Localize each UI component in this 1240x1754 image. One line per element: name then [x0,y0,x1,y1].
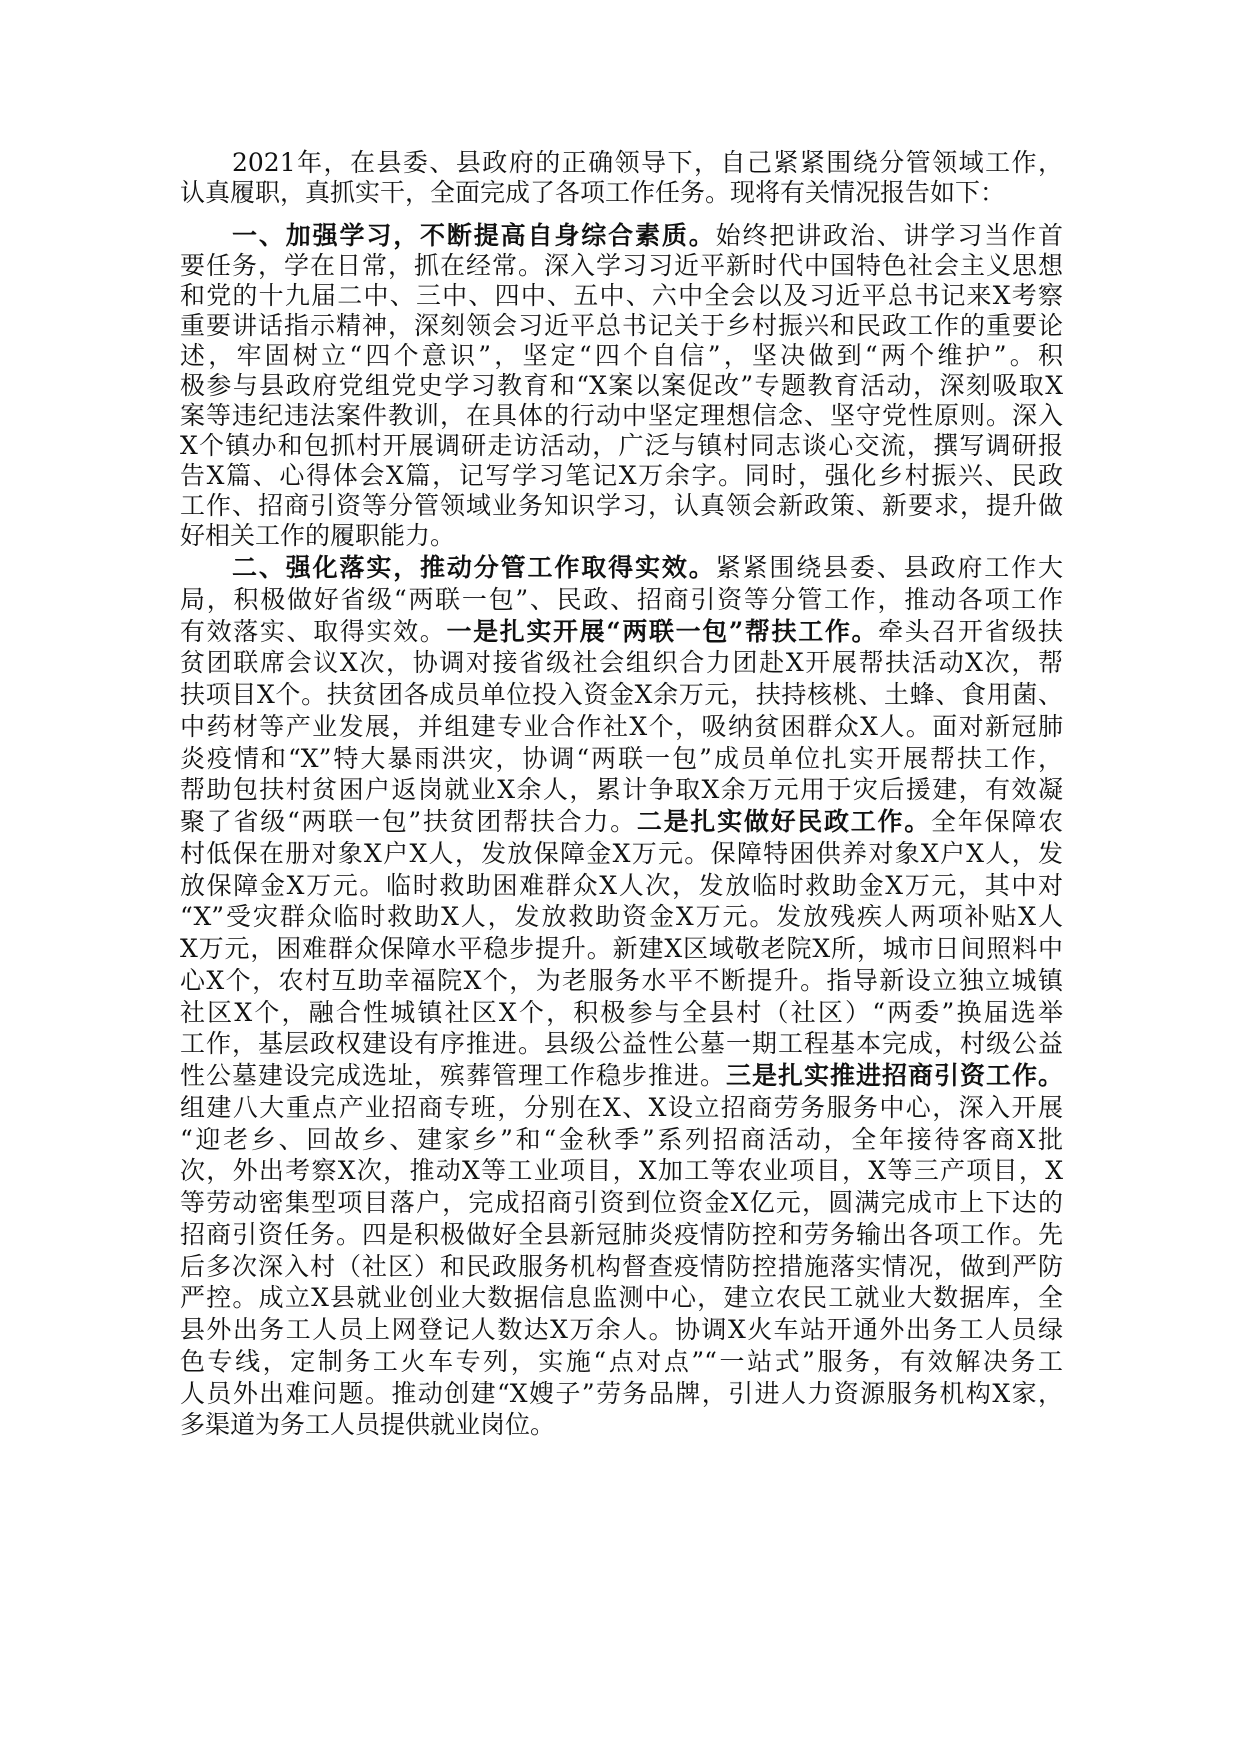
body-text: 严控。成立X县就业创业大数据信息监测中心，建立农民工就业大数据库，全 [180,1283,1063,1313]
body-text: “X”受灾群众临时救助X人，发放救助资金X万元。发放残疾人两项补贴X人 [180,902,1063,932]
bold-heading-text: 二、强化落实，推动分管工作取得实效。 [232,553,716,582]
body-text: 告X篇、心得体会X篇，记写学习笔记X万余字。同时，强化乡村振兴、民政 [180,461,1063,490]
body-text: 招商引资任务。四是积极做好全县新冠肺炎疫情防控和劳务输出各项工作。先 [180,1219,1063,1249]
text-line [180,1314,1063,1346]
body-text: 述，牢固树立“四个意识”，坚定“四个自信”，坚决做到“两个维护”。积 [180,341,1063,370]
body-text: 性公墓建设完成选址，殡葬管理工作稳步推进。 [180,1061,726,1090]
body-text: 扶项目X个。扶贫团各成员单位投入资金X余万元，扶持核桃、土蜂、食用菌、 [180,680,1063,709]
paragraph [180,221,1063,551]
text-line [180,1124,1063,1156]
body-text: 放保障金X万元。临时救助困难群众X人次，发放临时救助金X万元，其中对 [180,870,1063,900]
text-line [180,679,1063,711]
text-line [180,311,1063,341]
body-text: 等劳动密集型项目落户，完成招商引资到位资金X亿元，圆满完成市上下达的 [180,1188,1063,1217]
body-text: 组建八大重点产业招商专班，分别在X、X设立招商劳务服务中心，深入开展 [180,1092,1063,1122]
body-text: 次，外出考察X次，推动X等工业项目，X加工等农业项目，X等三产项目，X [180,1156,1063,1186]
body-text: X个镇办和包抓村开展调研走访活动，广泛与镇村同志谈心交流，撰写调研报 [180,431,1063,460]
text-line [180,1155,1063,1187]
body-text: 局，积极做好省级“两联一包”、民政、招商引资等分管工作，推动各项工作 [180,584,1063,614]
paragraph [180,148,1063,208]
body-text: “迎老乡、回故乡、建家乡”和“金秋季”系列招商活动，全年接待客商X批 [180,1124,1063,1154]
bold-heading-text: 一是扎实开展“两联一包”帮扶工作。 [446,616,879,646]
text-line [180,774,1063,806]
body-text: 工作、招商引资等分管领域业务知识学习，认真领会新政策、新要求，提升做 [180,491,1063,520]
text-line [180,148,1063,178]
text-line [180,743,1063,775]
body-text: 始终把讲政治、讲学习当作首 [715,221,1063,250]
text-line [180,281,1063,311]
text-line [180,1409,1063,1441]
text-line [180,965,1063,997]
body-text: 2021年，在县委、县政府的正确领导下，自己紧紧围绕分管领域工作， [232,148,1063,177]
body-text: 贫团联席会议X次，协调对接省级社会组织合力团赴X开展帮扶活动X次，帮 [180,648,1063,678]
body-text: 中药材等产业发展，并组建专业合作社X个，吸纳贫困群众X人。面对新冠肺 [180,711,1063,741]
body-text: 紧紧围绕县委、县政府工作大 [715,553,1063,582]
body-text: 要任务，学在日常，抓在经常。深入学习习近平新时代中国特色社会主义思想 [180,251,1063,280]
body-text: 和党的十九届二中、三中、四中、五中、六中全会以及习近平总书记来X考察 [180,281,1063,310]
text-line [180,1346,1063,1378]
text-line [180,616,1063,648]
text-line [180,401,1063,431]
body-text: 炎疫情和“X”特大暴雨洪灾，协调“两联一包”成员单位扎实开展帮扶工作， [180,743,1063,773]
text-line [180,521,1063,551]
text-line [180,178,1063,208]
text-line [180,1028,1063,1060]
body-text: 聚了省级“两联一包”扶贫团帮扶合力。 [180,807,637,836]
text-line [180,552,1063,584]
text-line [180,838,1063,870]
body-text: 全年保障农 [931,807,1063,836]
text-line [180,221,1063,251]
body-text: X万元，困难群众保障水平稳步提升。新建X区域敬老院X所，城市日间照料中 [180,934,1063,963]
body-text: 心X个，农村互助幸福院X个，为老服务水平不断提升。指导新设立独立城镇 [180,965,1063,995]
body-text: 牵头召开省级扶 [878,616,1063,646]
text-line [180,371,1063,401]
body-text: 极参与县政府党组党史学习教育和“X案以案促改”专题教育活动，深刻吸取X [180,371,1063,400]
text-line [180,1060,1063,1092]
body-text: 多渠道为务工人员提供就业岗位。 [180,1410,556,1440]
body-text: 人员外出难问题。推动创建“X嫂子”劳务品牌，引进人力资源服务机构X家， [180,1378,1063,1408]
text-line [180,1251,1063,1283]
text-line [180,251,1063,281]
paragraph [180,552,1063,1441]
text-line [180,1282,1063,1314]
body-text: 县外出务工人员上网登记人数达X万余人。协调X火车站开通外出务工人员绿 [180,1315,1063,1344]
text-line [180,870,1063,902]
body-text: 社区X个，融合性城镇社区X个，积极参与全县村（社区）“两委”换届选举 [180,997,1063,1027]
bold-heading-text: 三是扎实推进招商引资工作。 [725,1061,1063,1090]
text-line [180,647,1063,679]
text-line [180,341,1063,371]
text-line [180,491,1063,521]
body-text: 色专线，定制务工火车专列，实施“点对点”“一站式”服务，有效解决务工 [180,1346,1063,1376]
body-text: 工作，基层政权建设有序推进。县级公益性公墓一期工程基本完成，村级公益 [180,1029,1063,1059]
text-line [180,1219,1063,1251]
text-line [180,584,1063,616]
bold-heading-text: 一、加强学习，不断提高自身综合素质。 [232,221,716,250]
text-line [180,901,1063,933]
text-line [180,997,1063,1029]
text-line [180,461,1063,491]
body-text: 重要讲话指示精神，深刻领会习近平总书记关于乡村振兴和民政工作的重要论 [180,311,1063,340]
text-line [180,806,1063,838]
bold-heading-text: 二是扎实做好民政工作。 [636,807,932,836]
text-line [180,711,1063,743]
text-line [180,1187,1063,1219]
body-text: 帮助包扶村贫困户返岗就业X余人，累计争取X余万元用于灾后援建，有效凝 [180,775,1063,805]
body-text: 案等违纪违法案件教训，在具体的行动中坚定理想信念、坚守党性原则。深入 [180,401,1063,430]
body-text: 有效落实、取得实效。 [180,616,447,646]
text-line [180,431,1063,461]
body-text: 好相关工作的履职能力。 [180,521,456,550]
body-text: 后多次深入村（社区）和民政服务机构督查疫情防控措施落实情况，做到严防 [180,1251,1063,1281]
body-text: 认真履职，真抓实干，全面完成了各项工作任务。现将有关情况报告如下： [180,178,1006,207]
text-line [180,933,1063,965]
text-line [180,1092,1063,1124]
text-line [180,1378,1063,1410]
body-text: 村低保在册对象X户X人，发放保障金X万元。保障特困供养对象X户X人，发 [180,838,1063,868]
